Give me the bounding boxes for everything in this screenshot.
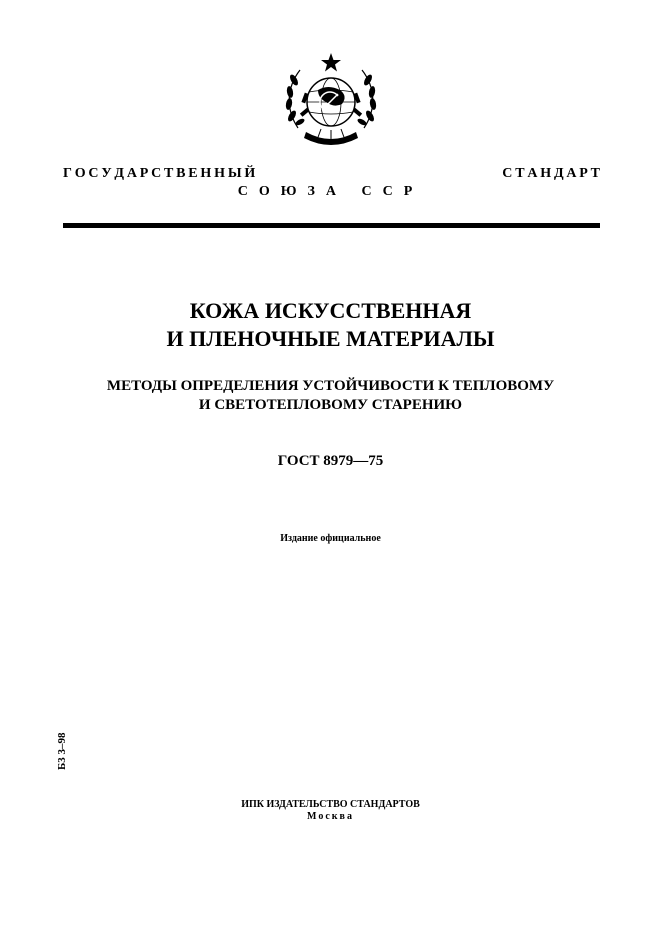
header-rule <box>63 223 600 228</box>
side-catalog-code: Б3 3–98 <box>56 732 68 770</box>
header-state-standard: Г О С У Д А Р С Т В Е Н Н Ы Й С Т А Н Д А Р Т <box>63 166 600 181</box>
document-title-line1: КОЖА ИСКУССТВЕННАЯ <box>189 298 472 323</box>
publisher-city: Москва <box>307 811 354 822</box>
gost-number: ГОСТ 8979—75 <box>277 453 384 469</box>
document-subtitle-line1: МЕТОДЫ ОПРЕДЕЛЕНИЯ УСТОЙЧИВОСТИ К ТЕПЛОВОМУ <box>106 378 555 394</box>
publisher-name: ИПК ИЗДАТЕЛЬСТВО СТАНДАРТОВ <box>241 799 420 810</box>
edition-note: Издание официальное <box>280 533 381 544</box>
document-subtitle-line2: И СВЕТОТЕПЛОВОМУ СТАРЕНИЮ <box>198 397 463 413</box>
document-title-line2: И ПЛЕНОЧНЫЕ МАТЕРИАЛЫ <box>166 326 495 351</box>
ussr-emblem-icon <box>278 50 384 156</box>
header-ussr: СОЮЗА ССР <box>237 184 424 199</box>
